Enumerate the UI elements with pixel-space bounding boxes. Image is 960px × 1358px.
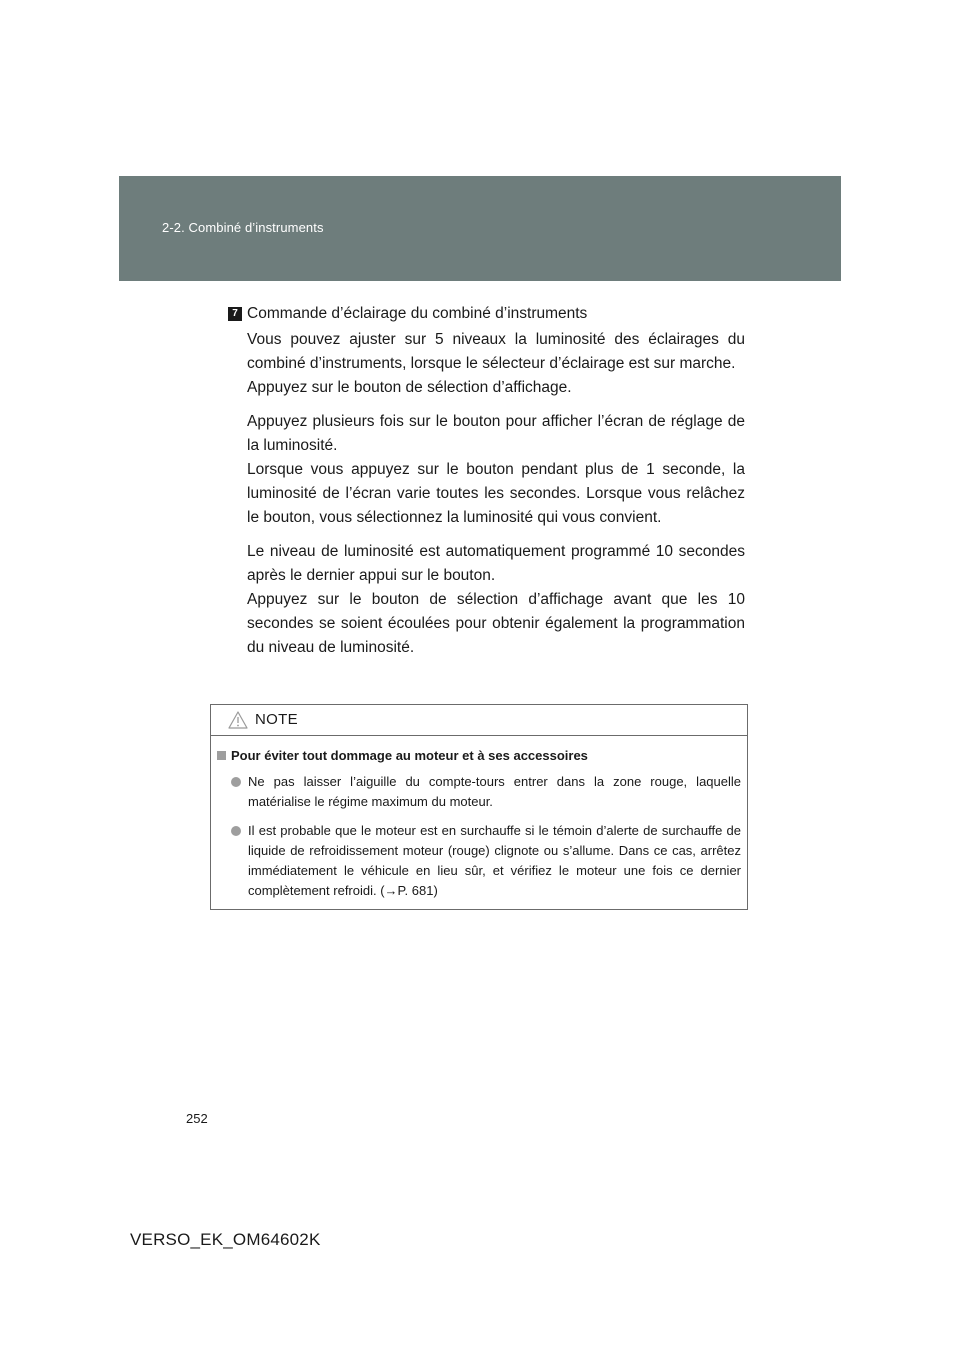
paragraph: Appuyez sur le bouton de sélection d’affichage. [247,379,572,396]
section-lighting-control [228,302,745,660]
note-body [211,736,747,901]
note-subheading [217,746,741,766]
note-box [210,704,748,910]
note-item [217,821,741,901]
paragraph: Appuyez plusieurs fois sur le bouton pour afficher l’écran de réglage de la luminosité. [247,413,745,454]
paragraph: Appuyez sur le bouton de sélection d’affichage avant que les 10 secondes se soient écoulées pour obtenir également la programmation du niveau de luminosité. [247,591,745,656]
note-title-bar [211,705,747,736]
note-item-text: Il est probable que le moteur est en surchauffe si le témoin d’alerte de surchauffe de liquide de refroidissement moteur (rouge) clignote ou s’allume. Dans ce cas, arrêtez immédiatement le véhicule en lieu sûr, et vérifiez le moteur une fois ce dernier complètement refroidi. (→P. 681) [248,823,741,898]
note-item-text: Ne pas laisser l’aiguille du compte-tours entrer dans la zone rouge, laquelle matérialise le régime maximum du moteur. [248,774,741,809]
warning-triangle-icon [228,711,248,734]
page-number: 252 [186,1111,208,1126]
paragraph: Vous pouvez ajuster sur 5 niveaux la luminosité des éclairages du combiné d’instruments, lorsque le sélecteur d’éclairage est sur marche. [247,331,745,372]
square-bullet-icon [217,751,226,760]
note-label: NOTE [255,711,298,728]
breadcrumb: 2-2. Combiné d’instruments [162,220,324,235]
circle-bullet-icon [231,777,241,787]
section-heading [228,302,745,326]
paragraph: Lorsque vous appuyez sur le bouton pendant plus de 1 seconde, la luminosité de l’écran varie toutes les secondes. Lorsque vous relâchez le bouton, vous sélectionnez la luminosité qui vous convient. [247,461,745,526]
document-code: VERSO_EK_OM64602K [130,1230,321,1249]
circle-bullet-icon [231,826,241,836]
paragraph: Le niveau de luminosité est automatiquement programmé 10 secondes après le dernier appui sur le bouton. [247,543,745,584]
section-number-marker: 7 [228,307,242,321]
section-title: Commande d’éclairage du combiné d’instruments [247,305,588,322]
note-item [217,772,741,812]
note-subheading-text: Pour éviter tout dommage au moteur et à ses accessoires [231,748,588,763]
